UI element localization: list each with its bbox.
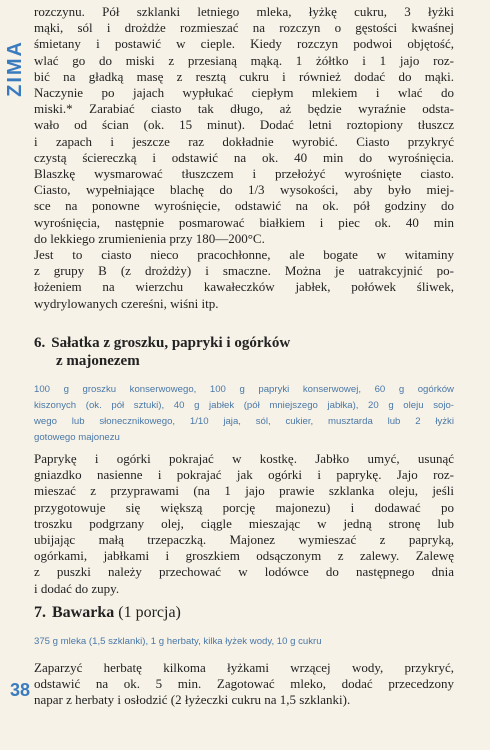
recipe-title-text: Bawarka [52,604,115,621]
ingredients-line: 375 g mleka (1,5 szklanki), 1 g herbaty, kilka łyżek wody, 10 g cukru [34,636,322,647]
text-line: rozczynu. Pół szklanki letniego mleka, łyżkę cukru, 3 łyżki [34,4,454,19]
text-line: Paprykę i ogórki pokrajać w kostkę. Jabłko umyć, usunąć [34,451,454,466]
text-line: odstawić na ok. 5 min. Zagotować mleko, dodać przecedzony [34,676,454,692]
ingredients-list [34,382,454,446]
recipe-title-line: z majonezem [56,353,140,369]
text-line: Blaszkę wysmarować tłuszczem i przełożyć wyrośnięte ciasto. [34,166,454,182]
ingredients-line: gotowego majonezu [34,432,120,443]
recipe-title-cont [34,352,454,370]
instructions-text [34,451,454,597]
ingredients-list [34,634,454,650]
intro-text [34,4,454,247]
text-line: czystą ściereczką i odstawić na ok. 40 min do wyrośnięcia. [34,149,454,165]
text-line: śmietany i postawić w cieple. Kiedy rozczyn podwoi objętość, [34,36,454,52]
text-line: do lekkiego zrumienienia przy 180—200°C. [34,230,265,246]
page-number: 38 [10,680,31,700]
recipe-number: 7. [34,604,46,621]
recipe-title-line: Sałatka z groszku, papryki i ogórków [51,335,291,351]
text-line: wydrylowanych czereśni, wiśni itp. [34,295,219,311]
text-line: Jest to ciasto nieco pracochłonne, ale bogate w witaminy [34,247,454,263]
recipe-title [34,604,454,622]
text-line: z puszki należy przechować w lodówce do następnego dnia [34,564,454,580]
recipe-7-instructions [34,660,454,709]
intro-note [34,247,454,312]
text-line: łożeniem na wierzchu kawałeczków jabłek, połówek śliwek, [34,279,454,295]
text-line: wyrośnięcia, następnie posmarować białkiem i piec ok. 40 min [34,214,454,230]
text-line: bić na gładką masę z resztą cukru i również dodać do mąki. [34,68,454,84]
text-line: gniazdko nasienne i pokrajać jak ogórki i paprykę. Jajo roz- [34,467,454,483]
intro-paragraph [34,4,454,312]
text-line: Zaparzyć herbatę kilkoma łyżkami wrzącej wody, przykryć, [34,660,454,675]
recipe-6-heading [34,334,454,370]
recipe-6-instructions [34,451,454,597]
text-line: i dodać do zupy. [34,580,120,596]
ingredients-line: 100 g groszku konserwowego, 100 g papryki konserwowej, 60 g ogórków [34,384,454,395]
text-line: przygotowuje się większą porcję majonezu) i dodawać po [34,499,454,515]
ingredients-line: kiszonych (ok. pół sztuki), 40 g jabłek (pół mniejszego jabłka), 20 g oleju sojo- [34,400,454,411]
text-line: Ciasto, wypełniające blachę do 1/3 wysokości, aby było miej- [34,182,454,198]
recipe-number: 6. [34,335,46,351]
text-line: i zapach i jeszcze raz dokładnie wyrobić. Ciasto przykryć [34,133,454,149]
text-line: ogórkami, jabłkami i groszkiem odsączonym z zalewy. Zalewę [34,548,454,564]
instructions-text [34,660,454,709]
season-label: ZIMA [4,40,26,97]
text-line: wlać go do miski z przesianą mąką. 1 żółtko i 1 jajo roz- [34,52,454,68]
recipe-7-heading [34,604,454,622]
text-line: wało od ścian (ok. 15 minut). Dodać letni roztopiony tłuszcz [34,117,454,133]
text-line: troszku podgrzany olej, ciągle mieszając w jedną stronę lub [34,515,454,531]
text-line: sce na ponowne wyrośnięcie, odstawić na ok. pół godziny do [34,198,454,214]
text-line: z grupy B (z drożdży) i smaczne. Można je uatrakcyjnić po- [34,263,454,279]
recipe-6-ingredients [34,382,454,446]
recipe-7-ingredients [34,634,454,650]
recipe-title [34,334,454,352]
ingredients-line: wego lub słonecznikowego, 1/10 jaja, sól, cukier, musztarda lub 2 łyżki [34,416,454,427]
recipe-portion: (1 porcja) [118,604,181,621]
text-line: miski.* Zarabiać ciasto tak długo, aż będzie wyraźnie odsta- [34,101,454,117]
text-line: Naczynie po jajach wypłukać ciepłym mlekiem i wlać do [34,85,454,101]
text-line: mieszać z przyprawami (na 1 jajo prawie szklanka oleju, jeśli [34,483,454,499]
text-line: napar z herbaty i osłodzić (2 łyżeczki cukru na 1,5 szklanki). [34,692,351,708]
text-line: ubijając małą trzepaczką. Majonez wymieszać z papryką, [34,532,454,548]
text-line: mąki, sól i drożdże rozmieszać na rozczyn o gęstości kwaśnej [34,20,454,36]
